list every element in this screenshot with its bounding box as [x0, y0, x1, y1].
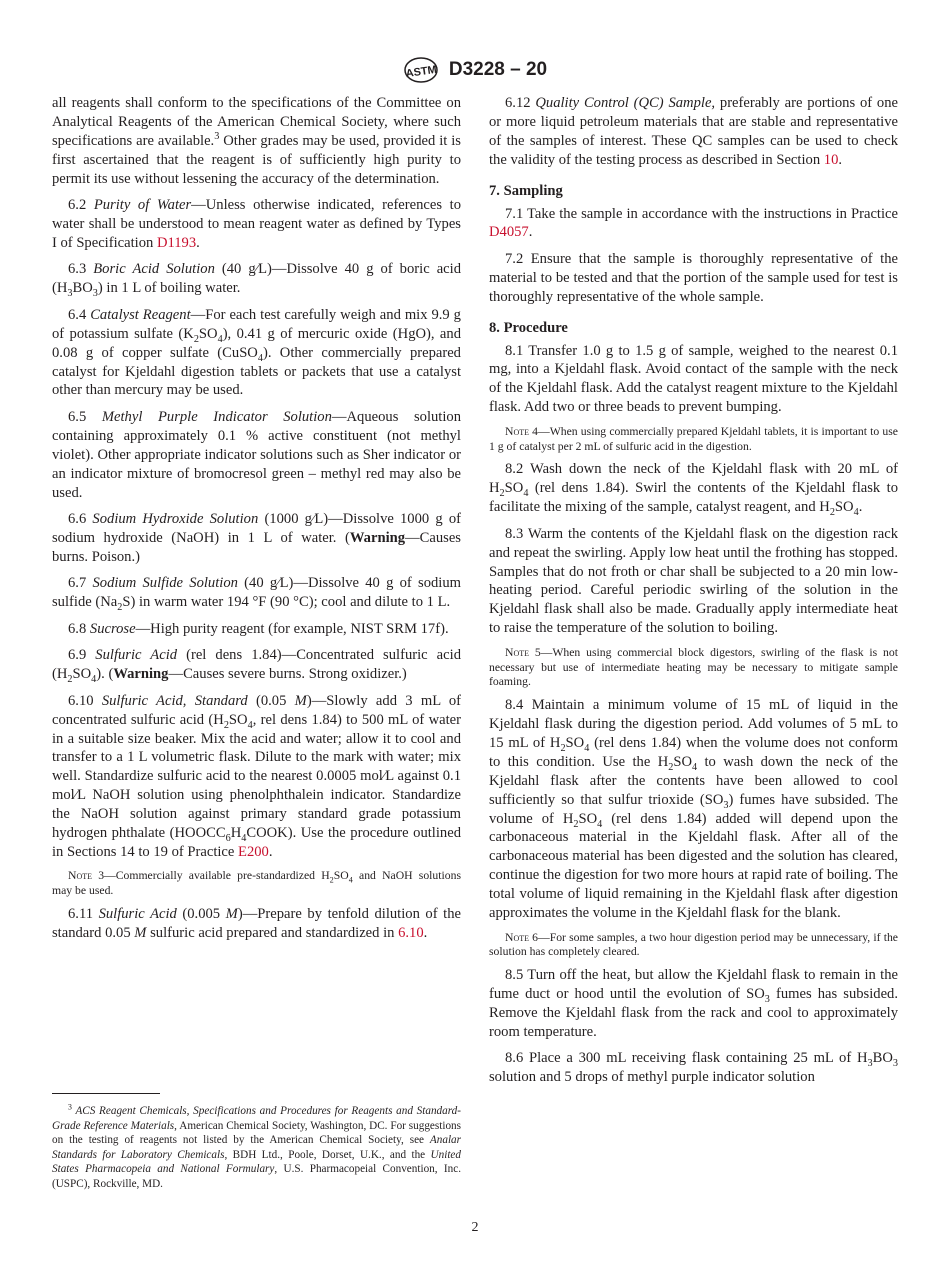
text-run: 2 — [668, 761, 674, 773]
paragraph — [52, 620, 461, 639]
text-run: all reagents shall conform to the specifications of the Committee on Analytical Reagents of the American Chemical Society, where such specifications are available. — [52, 95, 461, 149]
text-run: to wash down the neck of the Kjeldahl flask after the contents have been allowed to cool sufficiently so that sulfur trioxide (SO — [489, 753, 898, 808]
text-run: 7.1 Take the sample in accordance with the instructions in Practice — [505, 205, 898, 222]
text-run: 2 — [117, 602, 123, 614]
text-run: 3 — [764, 993, 770, 1005]
text-run: SO — [198, 325, 218, 342]
text-run: Warning — [349, 530, 406, 546]
left-column — [52, 94, 461, 950]
text-run: 3 — [214, 130, 220, 142]
text-run: . — [858, 499, 863, 516]
text-run: (rel dens 1.84) added will depend upon the carbonaceous material in the Kjeldahl flask. After all of the carbonaceous material has been digested and the solution has cleared, continue the digestion for two more hours at rapid rate of boiling. The total volume of liquid remaining in the Kjeldahl flask after digestion approximates the volume in the Kjeldahl flask for the blank. — [489, 810, 898, 922]
text-run: 4 — [241, 832, 247, 844]
text-run: 6.12 — [505, 95, 536, 111]
text-run: 6.7 — [68, 575, 93, 592]
text-run: SO — [673, 753, 692, 770]
text-run: . — [196, 234, 200, 251]
paragraph — [489, 460, 898, 517]
text-run: , rel dens 1.84) to 500 mL of water in a suitable size beaker. Mix the acid and water; allow it to cool and transfer to a 1 L volumetric flask. Dilute to the mark with water; mix well. Standardize sulfuric acid to the nearest 0.0005 mol⁄L against 0.1 mol⁄L NaOH solution using phenolphthalein indicator. Standardize the NaOH solution against primary standard grade potassium hydrogen phthalate (HOOCC — [52, 711, 461, 842]
text-run: H — [230, 825, 242, 842]
text-run: 6.4 — [68, 306, 91, 323]
text-run: ), 0.41 g of mercuric oxide (HgO), and 0.08 g of copper sulfate (CuSO — [52, 325, 461, 361]
text-run: Note — [505, 424, 529, 438]
text-run: Sulfuric Acid — [98, 906, 177, 923]
text-run: SO — [504, 480, 524, 497]
text-run: 6.5 — [68, 408, 102, 425]
text-run: 2 — [223, 719, 229, 731]
paragraph — [52, 646, 461, 684]
text-run: 4—When using commercially prepared Kjeldahl tablets, it is important to use 1 g of catalyst per 2 mL of sulfuric acid in the digestion. — [489, 424, 898, 453]
paragraph — [489, 250, 898, 307]
text-run: (rel dens 1.84). Swirl the contents of the Kjeldahl flask to facilitate the mixing of the sample, catalyst reagent, and H — [489, 480, 898, 516]
text-run: , U.S. Pharmacopeial Convention, Inc. (USPC), Rockville, MD. — [52, 1163, 461, 1190]
text-run: 4 — [692, 761, 698, 773]
text-run: Quality Control (QC) Sample, — [535, 95, 716, 111]
cross-reference-link[interactable]: 10 — [823, 151, 839, 168]
text-run: —Causes severe burns. Strong oxidizer.) — [168, 666, 407, 683]
text-run: COOK). Use the procedure outlined in Sections 14 to 19 of Practice — [52, 825, 461, 860]
text-run: Boric Acid Solution — [93, 261, 215, 278]
paragraph — [489, 342, 898, 418]
text-run: Sulfuric Acid — [95, 647, 178, 664]
text-run: . — [423, 924, 428, 941]
text-run: United States Pharmacopeia and National Formulary — [52, 1148, 461, 1176]
text-run: 6.6 — [68, 511, 93, 528]
text-run: 4 — [523, 488, 529, 500]
text-run: (0.05 — [247, 692, 295, 709]
text-run: SO — [578, 810, 598, 827]
text-run: SO — [834, 499, 854, 516]
text-run: . — [528, 224, 533, 241]
text-run: 8. Procedure — [489, 319, 568, 336]
text-run: ). Other commercially prepared catalyst for Kjeldahl digestion tablets or packets that use a catalyst other than mercury may be used. — [52, 344, 461, 399]
text-run: 6.9 — [68, 647, 96, 664]
text-run: 8.6 Place a 300 mL receiving flask containing 25 mL of H — [505, 1050, 868, 1067]
text-run: M — [134, 924, 147, 941]
text-run: 3 — [892, 1058, 898, 1070]
section-heading — [489, 182, 898, 201]
text-run: Note — [505, 930, 529, 944]
text-run: Other grades may be used, provided it is first ascertained that the reagent is of sufficiently high purity to permit its use without lessening the accuracy of the determination. — [52, 132, 461, 187]
text-run: 3 — [68, 1102, 72, 1112]
text-run: 6 — [225, 832, 231, 844]
text-run: (1000 g⁄L)—Dissolve 1000 g of sodium hydroxide (NaOH) in 1 L of water. ( — [52, 511, 462, 546]
text-run: 2 — [560, 742, 566, 754]
text-run: 3 — [67, 288, 73, 300]
text-run: Catalyst Reagent — [90, 306, 191, 323]
text-run: 4 — [597, 818, 603, 830]
text-run: 6.11 — [68, 906, 99, 923]
text-run: 2 — [329, 875, 334, 885]
text-run: 3 — [92, 288, 98, 300]
cross-reference-link[interactable]: D4057 — [489, 224, 529, 241]
text-run: (0.005 — [176, 906, 226, 923]
paragraph — [52, 408, 461, 503]
text-run: (40 g⁄L)—Dissolve 40 g of sodium sulfide (Na — [52, 575, 461, 611]
text-run: 4 — [257, 352, 263, 364]
text-run: 3 — [867, 1058, 873, 1070]
astm-logo-icon — [403, 56, 439, 84]
footnote-divider — [52, 1093, 160, 1094]
svg-text:ASTM: ASTM — [404, 63, 438, 81]
paragraph — [489, 966, 898, 1042]
right-column — [489, 94, 898, 1095]
text-run: 5—When using commercial block digestors, swirling of the flask is not necessary but use of intermediate heating may be necessary to mitigate sample foaming. — [489, 645, 898, 689]
paragraph — [52, 692, 461, 862]
text-run: ) fumes have subsided. The volume of H — [489, 791, 898, 827]
text-run: 2 — [67, 674, 73, 686]
paragraph — [52, 574, 461, 612]
page-header — [0, 56, 950, 84]
text-run: 3—Commercially available pre-standardized H — [92, 869, 330, 883]
text-run: Methyl Purple Indicator Solution — [101, 408, 332, 425]
text-run: 6—For some samples, a two hour digestion period may be unnecessary, if the solution has completely cleared. — [489, 930, 898, 959]
text-run: S) in warm water 194 °F (90 °C); cool and dilute to 1 L. — [122, 594, 451, 611]
text-run: M — [294, 692, 307, 709]
paragraph — [52, 510, 461, 567]
text-run: 8.5 Turn off the heat, but allow the Kjeldahl flask to remain in the fume duct or hood until the evolution of SO — [489, 967, 898, 1003]
text-run: Sucrose — [89, 620, 136, 637]
text-run: 2 — [499, 488, 505, 500]
text-run: —Aqueous solution containing approximately 0.1 % active constituent (not methyl violet). Other appropriate indicator solutions such as Sher indicator or an indicator mixture of bromocresol green – methyl red may also be used. — [52, 408, 462, 501]
text-run: 2 — [829, 507, 835, 519]
section-heading — [489, 319, 898, 338]
text-run: 6.2 — [68, 197, 94, 214]
text-run: Analar Standards for Laboratory Chemicals — [52, 1134, 461, 1161]
text-run: (rel dens 1.84)—Concentrated sulfuric acid (H — [52, 647, 461, 683]
paragraph — [489, 94, 898, 170]
text-run: ACS Reagent Chemicals, Specifications and Procedures for Reagents and Standard-Grade Reference Materials — [52, 1105, 461, 1132]
text-run: Sodium Hydroxide Solution — [92, 511, 259, 528]
text-run: (rel dens 1.84) when the volume does not conform to this condition. Use the H — [489, 734, 898, 770]
text-run: 8.3 Warm the contents of the Kjeldahl flask on the digestion rack and repeat the swirling. Apply low heat until the frothing has stopped. Samples that do not froth or char shall be subjected to a 20 min low-heating period. Careful periodic swirling of the solution in the Kjeldahl flask shall also be made. Gradually apply intermediate heat to raise the temperature of the solution to boiling. — [489, 525, 898, 637]
text-run: 2 — [193, 333, 199, 345]
text-run: M — [225, 906, 238, 923]
text-run: 6.8 — [68, 620, 90, 637]
paragraph — [52, 94, 461, 189]
text-run: Note — [505, 645, 529, 659]
paragraph — [52, 306, 461, 401]
note-paragraph — [489, 931, 898, 961]
text-run: Warning — [113, 666, 169, 683]
cross-reference-link[interactable]: E200 — [238, 843, 269, 860]
text-run: and NaOH solutions may be used. — [52, 869, 461, 898]
text-run: . — [268, 843, 273, 860]
text-run: ) in 1 L of boiling water. — [97, 280, 241, 297]
text-run: SO — [565, 734, 585, 751]
text-run: )—Slowly add 3 mL of concentrated sulfuric acid (H — [52, 692, 461, 728]
text-run: solution and 5 drops of methyl purple indicator solution — [489, 1069, 815, 1086]
footnote-3 — [52, 1104, 461, 1192]
text-run: —Causes burns. Poison.) — [52, 530, 461, 565]
note-paragraph — [489, 646, 898, 690]
paragraph — [52, 905, 461, 943]
text-run: 7. Sampling — [489, 182, 563, 199]
text-run: 8.4 Maintain a minimum volume of 15 mL of liquid in the Kjeldahl flask during the digestion period. Add volumes of 5 mL to 15 mL of H — [489, 697, 898, 751]
document-designation: D3228 – 20 — [448, 59, 548, 80]
page-number: 2 — [471, 1220, 479, 1235]
text-run: BO — [72, 280, 93, 297]
paragraph — [52, 260, 461, 298]
text-run: , American Chemical Society, Washington, DC. For suggestions on the testing of reagents not listed by the American Chemical Society, see — [52, 1119, 461, 1147]
paragraph — [489, 525, 898, 638]
text-run: Purity of Water — [93, 197, 192, 214]
text-run: Sodium Sulfide Solution — [92, 575, 238, 592]
paragraph — [489, 696, 898, 923]
text-run: 6.3 — [68, 261, 94, 278]
text-run: 3 — [723, 799, 729, 811]
text-run: 8.2 Wash down the neck of the Kjeldahl flask with 20 mL of H — [489, 461, 898, 497]
text-run: SO — [72, 666, 92, 683]
text-run: 7.2 Ensure that the sample is thoroughly representative of the material to be tested and that the portion of the sample used for test is thoroughly representative of the whole sample. — [489, 250, 898, 305]
paragraph — [489, 205, 898, 243]
text-run: —Unless otherwise indicated, references to water shall be understood to mean reagent water as defined by Types I of Specification — [52, 197, 461, 251]
text-run: —For each test carefully weigh and mix 9.9 g of potassium sulfate (K — [52, 306, 461, 342]
cross-reference-link[interactable]: D1193 — [156, 234, 197, 251]
paragraph — [52, 196, 461, 253]
text-run: 4 — [348, 875, 353, 885]
text-run: , BDH Ltd., Poole, Dorset, U.K., and the — [224, 1148, 431, 1161]
text-run: 4 — [217, 333, 223, 345]
note-paragraph — [489, 425, 898, 455]
text-run: Note — [68, 869, 92, 883]
text-run: 2 — [573, 818, 579, 830]
text-run: 4 — [584, 742, 590, 754]
text-run: . — [838, 151, 843, 168]
text-run: 6.10 — [68, 692, 102, 709]
text-run: —High purity reagent (for example, NIST SRM 17f). — [135, 620, 449, 637]
text-run: sulfuric acid prepared and standardized in — [146, 924, 399, 941]
text-run: ). ( — [96, 666, 114, 683]
text-run: 8.1 Transfer 1.0 g to 1.5 g of sample, weighed to the nearest 0.1 mg, into a Kjeldahl flask. Avoid contact of the sample with the neck of the Kjeldahl flask. Add the catalyst reagent mixture to the Kjeldahl flask. Add two or three beads to prevent bumping. — [489, 342, 898, 416]
text-run: (40 g⁄L)—Dissolve 40 g of boric acid (H — [52, 261, 462, 297]
text-run: preferably are portions of one or more liquid petroleum materials that are stable and representative of the samples of interest. These QC samples can be used to check the validity of the testing process as described in Section — [489, 95, 899, 168]
text-run: Sulfuric Acid, Standard — [101, 692, 248, 709]
cross-reference-link[interactable]: 6.10 — [398, 924, 424, 941]
text-run: fumes has subsided. Remove the Kjeldahl flask from the rack and cool to approximately room temperature. — [489, 986, 898, 1040]
text-run: BO — [872, 1050, 893, 1067]
text-run: SO — [333, 869, 349, 883]
text-run: SO — [228, 711, 248, 728]
text-run: )—Prepare by tenfold dilution of the standard 0.05 — [52, 906, 461, 941]
text-run: 4 — [853, 507, 859, 519]
note-paragraph — [52, 869, 461, 899]
text-run: 4 — [91, 674, 97, 686]
paragraph — [489, 1049, 898, 1087]
text-run: 4 — [247, 719, 253, 731]
